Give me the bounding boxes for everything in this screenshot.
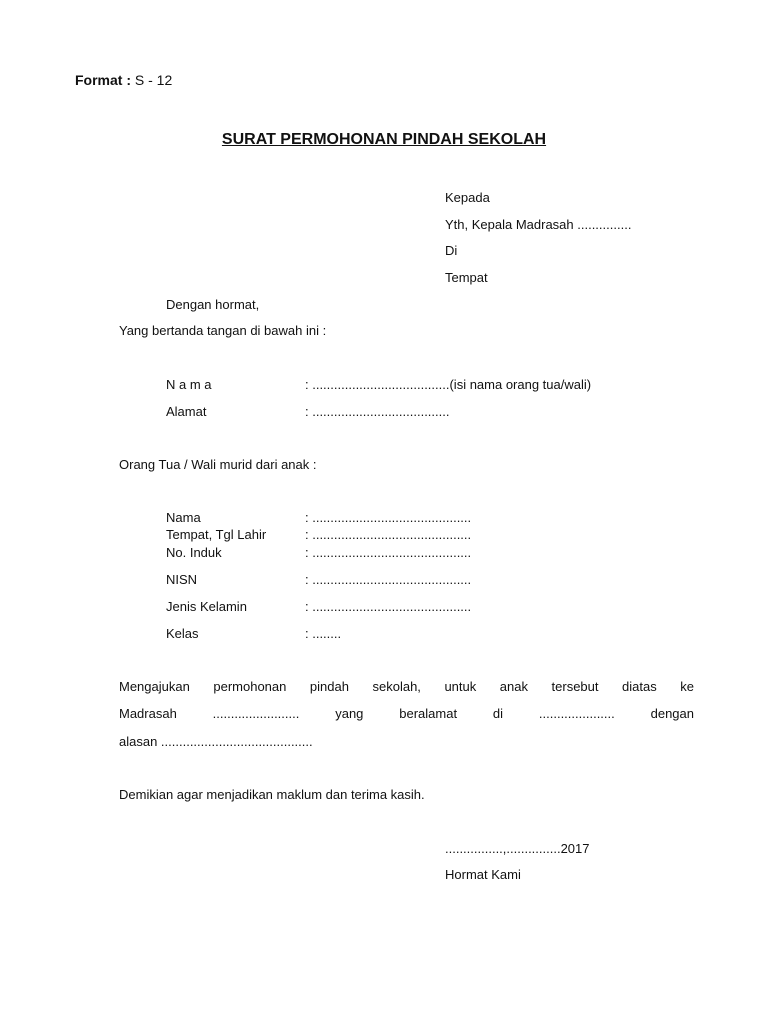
request-line-1: Mengajukan permohonan pindah sekolah, untuk anak tersebut diatas ke xyxy=(119,679,694,694)
signature-date: ................,...............2017 xyxy=(445,841,590,856)
format-label: Format : xyxy=(75,72,131,88)
child-gender-value: : ............................................ xyxy=(305,599,472,614)
signature-regards: Hormat Kami xyxy=(445,867,521,882)
recipient-line-4: Tempat xyxy=(445,270,488,285)
child-birth-value: : ............................................ xyxy=(305,527,472,542)
recipient-line-3: Di xyxy=(445,243,458,258)
child-gender-label: Jenis Kelamin xyxy=(166,599,247,614)
format-value: S - 12 xyxy=(134,72,173,88)
child-nisn-value: : ............................................ xyxy=(305,572,472,587)
salutation: Dengan hormat, xyxy=(166,297,260,312)
child-intro: Orang Tua / Wali murid dari anak : xyxy=(119,457,317,472)
child-induk-label: No. Induk xyxy=(166,545,222,560)
closing-text: Demikian agar menjadikan maklum dan terima kasih. xyxy=(119,787,425,802)
child-class-value: : ........ xyxy=(305,626,342,641)
parent-name-label: N a m a xyxy=(166,377,212,392)
intro-text: Yang bertanda tangan di bawah ini : xyxy=(119,323,327,338)
child-nisn-label: NISN xyxy=(166,572,198,587)
request-line-3: alasan .......................................... xyxy=(119,734,313,749)
recipient-line-2: Yth, Kepala Madrasah ............... xyxy=(445,217,632,232)
child-name-label: Nama xyxy=(166,510,201,525)
child-induk-value: : ............................................ xyxy=(305,545,472,560)
request-line-2: Madrasah ........................ yang beralamat di ..................... dengan xyxy=(119,706,694,721)
parent-address-value: : ...................................... xyxy=(305,404,450,419)
recipient-line-1: Kepada xyxy=(445,190,490,205)
document-title: SURAT PERMOHONAN PINDAH SEKOLAH xyxy=(221,131,547,148)
format-code xyxy=(75,72,172,88)
child-class-label: Kelas xyxy=(166,626,199,641)
child-birth-label: Tempat, Tgl Lahir xyxy=(166,527,267,542)
parent-address-label: Alamat xyxy=(166,404,207,419)
child-name-value: : ............................................ xyxy=(305,510,472,525)
parent-name-value: : ......................................(isi nama orang tua/wali) xyxy=(305,377,592,392)
